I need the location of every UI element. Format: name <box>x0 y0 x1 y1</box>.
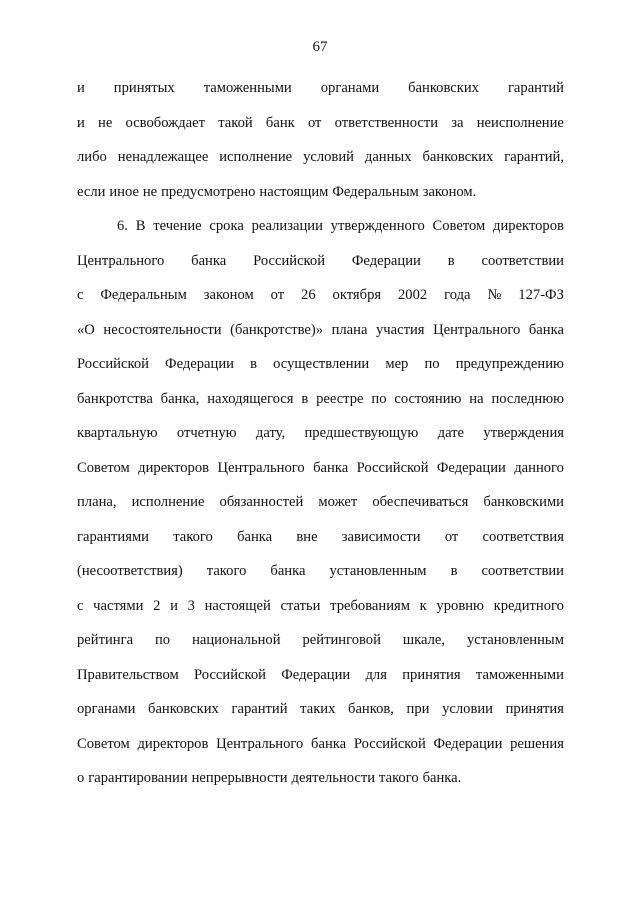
word: законом <box>203 287 254 303</box>
word: за <box>451 114 464 131</box>
word: банка <box>311 735 347 752</box>
word: органами <box>77 701 136 717</box>
word: и <box>77 114 85 131</box>
word: октября <box>332 287 382 303</box>
text-line <box>77 389 564 424</box>
word: банка <box>313 459 349 476</box>
word: на <box>469 390 484 407</box>
word: от <box>307 114 322 131</box>
word: банковских <box>408 80 479 96</box>
word: условий <box>303 149 354 165</box>
word: рейтинговой <box>302 632 381 648</box>
word: такого <box>173 528 213 545</box>
word: банковскими <box>483 494 564 510</box>
word: Российской <box>77 356 149 372</box>
word: последнюю <box>491 390 564 407</box>
word: Российской <box>356 459 429 476</box>
word: рейтинга <box>77 632 134 648</box>
word: Центрального <box>217 459 305 476</box>
word: с <box>77 597 84 614</box>
word: банка <box>191 252 227 269</box>
word: дату, <box>255 425 286 441</box>
word: таких <box>300 701 336 717</box>
body-text <box>77 78 564 803</box>
text-line <box>77 596 564 631</box>
word: директоров <box>138 459 210 476</box>
page-number: 67 <box>312 39 328 55</box>
text-line <box>77 768 564 803</box>
word: 127-ФЗ <box>518 287 564 303</box>
word: дате <box>437 425 465 441</box>
word: участия <box>376 321 425 338</box>
word: либо <box>77 149 107 165</box>
word: банкротства <box>77 390 153 407</box>
word: если <box>77 183 106 200</box>
word: частями <box>93 597 144 614</box>
word: 2002 <box>398 287 428 303</box>
text-line <box>77 699 564 734</box>
word: решения <box>510 735 564 752</box>
word: вне <box>296 528 318 545</box>
word: 2 <box>153 597 161 614</box>
word: утвержденного <box>330 218 425 234</box>
word: реестре <box>316 390 364 407</box>
word: условии <box>442 701 493 717</box>
word: Российской <box>353 735 426 752</box>
word: ненадлежащее <box>117 149 209 165</box>
word: № <box>487 287 502 303</box>
word: Федерации <box>433 735 503 752</box>
text-line <box>77 561 564 596</box>
word: В <box>135 218 146 234</box>
word: банка <box>237 528 273 545</box>
word: и <box>170 597 178 614</box>
word: гарантий, <box>504 149 564 165</box>
word: непрерывности <box>191 770 288 786</box>
word: 3 <box>187 597 195 614</box>
word: банка, <box>160 390 200 407</box>
word: иное <box>109 183 139 200</box>
word: в <box>450 563 458 579</box>
word: плана, <box>77 494 117 510</box>
word: к <box>419 597 427 614</box>
text-line <box>77 630 564 665</box>
word: Федеральным <box>332 183 419 200</box>
word: срока <box>209 218 244 234</box>
word: несостоятельности <box>103 321 222 338</box>
word: Российской <box>253 252 326 269</box>
word: в <box>301 390 309 407</box>
word: соответствии <box>481 563 564 579</box>
word: 26 <box>301 287 316 303</box>
word: принятия <box>505 701 564 717</box>
word: Центрального <box>433 321 521 338</box>
text-line <box>77 251 564 286</box>
word: установленным <box>466 632 564 648</box>
word: принятия <box>402 666 461 683</box>
word: банк <box>265 114 295 131</box>
word: мер <box>385 356 409 372</box>
word: освобождает <box>125 114 205 131</box>
word: (несоответствия) <box>77 563 183 579</box>
word: гарантиями <box>77 528 149 545</box>
word: Федерации <box>436 459 506 476</box>
word: настоящей <box>204 597 271 614</box>
text-line <box>77 285 564 320</box>
word: при <box>406 701 430 717</box>
word: настоящим <box>259 183 329 200</box>
word: по <box>371 390 387 407</box>
word: не <box>142 183 158 200</box>
word: состоянию <box>394 390 462 407</box>
word: гарантий <box>507 80 564 96</box>
word: данного <box>514 459 564 476</box>
word: исполнение <box>219 149 293 165</box>
word: гарантий <box>231 701 288 717</box>
word: требованиям <box>330 597 410 614</box>
word: таможенными <box>203 80 292 96</box>
word: с <box>77 287 84 303</box>
word: осуществлении <box>273 356 370 372</box>
text-line <box>77 147 564 182</box>
text-line <box>77 182 564 217</box>
word: предупреждению <box>455 356 564 372</box>
word: течение <box>153 218 202 234</box>
word: и <box>77 80 85 96</box>
word: банка <box>270 563 306 579</box>
word: Федерации <box>351 252 421 269</box>
word: о <box>77 770 85 786</box>
word: Центрального <box>216 735 304 752</box>
word: может <box>318 494 358 510</box>
word: кредитного <box>493 597 564 614</box>
word: установленным <box>329 563 427 579</box>
word: такого <box>379 770 419 786</box>
word: гарантировании <box>88 770 188 786</box>
word: органами <box>320 80 380 96</box>
word: 6. <box>117 218 128 234</box>
word: квартальную <box>77 425 158 441</box>
word: обеспечиваться <box>372 494 469 510</box>
word: не <box>98 114 113 131</box>
word: для <box>365 666 387 683</box>
word: банка <box>528 321 564 338</box>
word: зависимости <box>341 528 421 545</box>
text-line <box>77 527 564 562</box>
word: шкале, <box>402 632 445 648</box>
word: Советом <box>432 218 486 234</box>
word: по <box>155 632 171 648</box>
word: директоров <box>493 218 564 234</box>
word: по <box>424 356 440 372</box>
word: Российской <box>194 666 266 683</box>
word: года <box>444 287 471 303</box>
word: неисполнение <box>476 114 564 131</box>
word: принятых <box>113 80 175 96</box>
word: соответствии <box>481 252 564 269</box>
word: Федерации <box>281 666 351 683</box>
word: таможенными <box>475 666 564 683</box>
text-line <box>77 320 564 355</box>
word: от <box>444 528 459 545</box>
text-line <box>77 734 564 769</box>
word: банков, <box>348 701 394 717</box>
word: банковских <box>148 701 219 717</box>
word: обязанностей <box>219 494 304 510</box>
word: банковских <box>422 149 494 165</box>
word: Федерации <box>165 356 234 372</box>
text-line <box>77 492 564 527</box>
word: Федеральным <box>100 287 187 303</box>
word: национальной <box>192 632 281 648</box>
word: (банкротстве)» <box>230 321 324 338</box>
word: находящегося <box>207 390 294 407</box>
word: в <box>447 252 455 269</box>
text-line <box>77 458 564 493</box>
word: банка. <box>422 770 462 786</box>
text-line <box>77 354 564 389</box>
word: директоров <box>137 735 209 752</box>
word: плана <box>331 321 368 338</box>
word: деятельности <box>291 770 376 786</box>
word: исполнение <box>131 494 205 510</box>
word: Центрального <box>77 252 165 269</box>
word: реализации <box>251 218 323 234</box>
word: уровню <box>436 597 484 614</box>
word: законом. <box>422 183 477 200</box>
word: в <box>250 356 257 372</box>
text-line <box>77 216 564 251</box>
word: Правительством <box>77 666 179 683</box>
text-line <box>77 665 564 700</box>
word: статьи <box>280 597 321 614</box>
word: Советом <box>77 459 130 476</box>
word: данных <box>364 149 412 165</box>
word: «О <box>77 321 95 338</box>
word: утверждения <box>483 425 564 441</box>
word: предшествующую <box>304 425 419 441</box>
text-line <box>77 423 564 458</box>
word: Советом <box>77 735 130 752</box>
word: ответственности <box>334 114 439 131</box>
word: отчетную <box>176 425 237 441</box>
text-line <box>77 78 564 113</box>
word: такого <box>206 563 247 579</box>
word: такой <box>218 114 253 131</box>
word: предусмотрено <box>161 183 256 200</box>
text-line <box>77 113 564 148</box>
word: соответствия <box>482 528 564 545</box>
word: от <box>270 287 285 303</box>
